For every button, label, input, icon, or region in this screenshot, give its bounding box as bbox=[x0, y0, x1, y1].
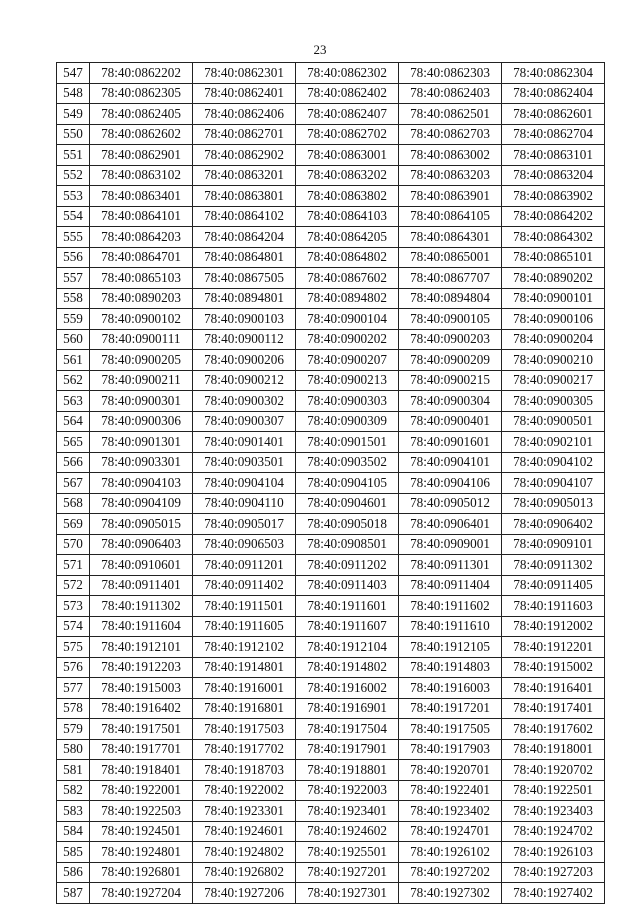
cadastral-number-cell: 78:40:1912201 bbox=[502, 637, 605, 658]
row-number-cell: 560 bbox=[57, 329, 90, 350]
cadastral-number-cell: 78:40:0864301 bbox=[399, 227, 502, 248]
cadastral-number-cell: 78:40:0900204 bbox=[502, 329, 605, 350]
cadastral-number-cell: 78:40:0862402 bbox=[296, 83, 399, 104]
cadastral-number-cell: 78:40:1924801 bbox=[90, 842, 193, 863]
cadastral-number-cell: 78:40:0863002 bbox=[399, 145, 502, 166]
cadastral-number-cell: 78:40:1912101 bbox=[90, 637, 193, 658]
row-number-cell: 587 bbox=[57, 883, 90, 904]
cadastral-number-cell: 78:40:0900215 bbox=[399, 370, 502, 391]
cadastral-number-cell: 78:40:0863401 bbox=[90, 186, 193, 207]
cadastral-number-cell: 78:40:0900213 bbox=[296, 370, 399, 391]
row-number-cell: 552 bbox=[57, 165, 90, 186]
row-number-cell: 580 bbox=[57, 739, 90, 760]
table-row bbox=[57, 596, 605, 617]
cadastral-number-cell: 78:40:1925501 bbox=[296, 842, 399, 863]
cadastral-number-cell: 78:40:0894801 bbox=[193, 288, 296, 309]
cadastral-number-cell: 78:40:1915003 bbox=[90, 678, 193, 699]
table-row bbox=[57, 63, 605, 84]
table-row bbox=[57, 616, 605, 637]
row-number-cell: 561 bbox=[57, 350, 90, 371]
cadastral-number-cell: 78:40:1911607 bbox=[296, 616, 399, 637]
cadastral-number-cell: 78:40:1922003 bbox=[296, 780, 399, 801]
cadastral-number-cell: 78:40:0863801 bbox=[193, 186, 296, 207]
cadastral-number-cell: 78:40:0864801 bbox=[193, 247, 296, 268]
cadastral-number-cell: 78:40:1914801 bbox=[193, 657, 296, 678]
cadastral-number-cell: 78:40:0905013 bbox=[502, 493, 605, 514]
cadastral-number-cell: 78:40:0903501 bbox=[193, 452, 296, 473]
cadastral-number-cell: 78:40:0902101 bbox=[502, 432, 605, 453]
cadastral-number-cell: 78:40:1924701 bbox=[399, 821, 502, 842]
cadastral-number-cell: 78:40:0904601 bbox=[296, 493, 399, 514]
cadastral-number-cell: 78:40:0911202 bbox=[296, 555, 399, 576]
cadastral-number-cell: 78:40:0900301 bbox=[90, 391, 193, 412]
cadastral-number-cell: 78:40:1916001 bbox=[193, 678, 296, 699]
cadastral-number-cell: 78:40:0901401 bbox=[193, 432, 296, 453]
cadastral-number-cell: 78:40:0894804 bbox=[399, 288, 502, 309]
cadastral-number-cell: 78:40:1918401 bbox=[90, 760, 193, 781]
cadastral-number-cell: 78:40:0908501 bbox=[296, 534, 399, 555]
table-row bbox=[57, 206, 605, 227]
cadastral-number-cell: 78:40:0904106 bbox=[399, 473, 502, 494]
cadastral-number-cell: 78:40:0862703 bbox=[399, 124, 502, 145]
row-number-cell: 558 bbox=[57, 288, 90, 309]
table-row bbox=[57, 493, 605, 514]
row-number-cell: 555 bbox=[57, 227, 90, 248]
cadastral-number-cell: 78:40:0904102 bbox=[502, 452, 605, 473]
cadastral-number-cell: 78:40:1922002 bbox=[193, 780, 296, 801]
cadastral-number-cell: 78:40:0906402 bbox=[502, 514, 605, 535]
cadastral-number-cell: 78:40:0911302 bbox=[502, 555, 605, 576]
row-number-cell: 584 bbox=[57, 821, 90, 842]
cadastral-number-cell: 78:40:0900202 bbox=[296, 329, 399, 350]
cadastral-number-cell: 78:40:0864203 bbox=[90, 227, 193, 248]
cadastral-number-cell: 78:40:0900401 bbox=[399, 411, 502, 432]
cadastral-number-cell: 78:40:0890203 bbox=[90, 288, 193, 309]
table-row bbox=[57, 760, 605, 781]
cadastral-number-cell: 78:40:0900307 bbox=[193, 411, 296, 432]
cadastral-number-cell: 78:40:0864102 bbox=[193, 206, 296, 227]
cadastral-number-cell: 78:40:1923403 bbox=[502, 801, 605, 822]
table-row bbox=[57, 739, 605, 760]
cadastral-number-cell: 78:40:0864103 bbox=[296, 206, 399, 227]
cadastral-number-cell: 78:40:1917903 bbox=[399, 739, 502, 760]
cadastral-number-cell: 78:40:1914803 bbox=[399, 657, 502, 678]
cadastral-number-cell: 78:40:1923401 bbox=[296, 801, 399, 822]
cadastral-number-cell: 78:40:1924601 bbox=[193, 821, 296, 842]
row-number-cell: 556 bbox=[57, 247, 90, 268]
cadastral-number-cell: 78:40:0911201 bbox=[193, 555, 296, 576]
cadastral-number-cell: 78:40:1911604 bbox=[90, 616, 193, 637]
cadastral-number-cell: 78:40:1911610 bbox=[399, 616, 502, 637]
cadastral-number-cell: 78:40:0900106 bbox=[502, 309, 605, 330]
cadastral-number-cell: 78:40:0900101 bbox=[502, 288, 605, 309]
cadastral-number-cell: 78:40:0905017 bbox=[193, 514, 296, 535]
table-row bbox=[57, 124, 605, 145]
cadastral-number-cell: 78:40:0901501 bbox=[296, 432, 399, 453]
cadastral-number-cell: 78:40:1916901 bbox=[296, 698, 399, 719]
cadastral-number-cell: 78:40:1920702 bbox=[502, 760, 605, 781]
cadastral-number-cell: 78:40:0911401 bbox=[90, 575, 193, 596]
cadastral-number-cell: 78:40:1917701 bbox=[90, 739, 193, 760]
cadastral-number-cell: 78:40:1922501 bbox=[502, 780, 605, 801]
cadastral-number-cell: 78:40:1923402 bbox=[399, 801, 502, 822]
cadastral-number-cell: 78:40:0900111 bbox=[90, 329, 193, 350]
table-row bbox=[57, 452, 605, 473]
row-number-cell: 579 bbox=[57, 719, 90, 740]
cadastral-number-cell: 78:40:0900207 bbox=[296, 350, 399, 371]
cadastral-number-cell: 78:40:0862601 bbox=[502, 104, 605, 125]
table-row bbox=[57, 165, 605, 186]
row-number-cell: 574 bbox=[57, 616, 90, 637]
row-number-cell: 551 bbox=[57, 145, 90, 166]
row-number-cell: 578 bbox=[57, 698, 90, 719]
cadastral-number-cell: 78:40:0910601 bbox=[90, 555, 193, 576]
cadastral-number-cell: 78:40:0863101 bbox=[502, 145, 605, 166]
table-row bbox=[57, 83, 605, 104]
cadastral-number-cell: 78:40:1927204 bbox=[90, 883, 193, 904]
cadastral-number-cell: 78:40:0904103 bbox=[90, 473, 193, 494]
row-number-cell: 553 bbox=[57, 186, 90, 207]
row-number-cell: 550 bbox=[57, 124, 90, 145]
cadastral-number-cell: 78:40:0906401 bbox=[399, 514, 502, 535]
table-row bbox=[57, 104, 605, 125]
cadastral-number-cell: 78:40:0900212 bbox=[193, 370, 296, 391]
cadastral-number-cell: 78:40:1920701 bbox=[399, 760, 502, 781]
cadastral-number-cell: 78:40:1917505 bbox=[399, 719, 502, 740]
cadastral-number-cell: 78:40:1917702 bbox=[193, 739, 296, 760]
cadastral-number-cell: 78:40:0900305 bbox=[502, 391, 605, 412]
cadastral-number-cell: 78:40:1924501 bbox=[90, 821, 193, 842]
table-row bbox=[57, 432, 605, 453]
row-number-cell: 559 bbox=[57, 309, 90, 330]
cadastral-number-cell: 78:40:0904101 bbox=[399, 452, 502, 473]
cadastral-number-cell: 78:40:0900105 bbox=[399, 309, 502, 330]
cadastral-number-cell: 78:40:0862403 bbox=[399, 83, 502, 104]
cadastral-number-cell: 78:40:1922001 bbox=[90, 780, 193, 801]
cadastral-number-cell: 78:40:0900206 bbox=[193, 350, 296, 371]
row-number-cell: 569 bbox=[57, 514, 90, 535]
cadastral-number-cell: 78:40:0864101 bbox=[90, 206, 193, 227]
cadastral-number-cell: 78:40:1918001 bbox=[502, 739, 605, 760]
cadastral-number-cell: 78:40:0903301 bbox=[90, 452, 193, 473]
cadastral-number-cell: 78:40:1912104 bbox=[296, 637, 399, 658]
cadastral-number-cell: 78:40:1911601 bbox=[296, 596, 399, 617]
cadastral-number-cell: 78:40:0900309 bbox=[296, 411, 399, 432]
cadastral-number-cell: 78:40:0905012 bbox=[399, 493, 502, 514]
cadastral-number-cell: 78:40:0890202 bbox=[502, 268, 605, 289]
cadastral-number-cell: 78:40:0894802 bbox=[296, 288, 399, 309]
cadastral-number-cell: 78:40:0862302 bbox=[296, 63, 399, 84]
cadastral-number-cell: 78:40:1926102 bbox=[399, 842, 502, 863]
cadastral-number-cell: 78:40:1926103 bbox=[502, 842, 605, 863]
row-number-cell: 563 bbox=[57, 391, 90, 412]
row-number-cell: 582 bbox=[57, 780, 90, 801]
row-number-cell: 585 bbox=[57, 842, 90, 863]
cadastral-number-cell: 78:40:0900304 bbox=[399, 391, 502, 412]
cadastral-number-cell: 78:40:0862202 bbox=[90, 63, 193, 84]
cadastral-number-cell: 78:40:0862406 bbox=[193, 104, 296, 125]
cadastral-number-cell: 78:40:1917901 bbox=[296, 739, 399, 760]
cadastral-number-cell: 78:40:0862501 bbox=[399, 104, 502, 125]
cadastral-number-cell: 78:40:0863001 bbox=[296, 145, 399, 166]
cadastral-number-cell: 78:40:0900203 bbox=[399, 329, 502, 350]
table-row bbox=[57, 678, 605, 699]
cadastral-number-cell: 78:40:0906503 bbox=[193, 534, 296, 555]
table-row bbox=[57, 780, 605, 801]
table-row bbox=[57, 186, 605, 207]
cadastral-number-cell: 78:40:0900302 bbox=[193, 391, 296, 412]
cadastral-number-cell: 78:40:0862401 bbox=[193, 83, 296, 104]
cadastral-number-cell: 78:40:0911405 bbox=[502, 575, 605, 596]
cadastral-number-cell: 78:40:1917504 bbox=[296, 719, 399, 740]
cadastral-number-cell: 78:40:0865103 bbox=[90, 268, 193, 289]
cadastral-number-cell: 78:40:1927202 bbox=[399, 862, 502, 883]
table-row bbox=[57, 391, 605, 412]
cadastral-number-cell: 78:40:1924702 bbox=[502, 821, 605, 842]
cadastral-number-cell: 78:40:0905018 bbox=[296, 514, 399, 535]
cadastral-number-cell: 78:40:1911603 bbox=[502, 596, 605, 617]
cadastral-number-cell: 78:40:1912203 bbox=[90, 657, 193, 678]
cadastral-number-cell: 78:40:1927201 bbox=[296, 862, 399, 883]
table-row bbox=[57, 534, 605, 555]
cadastral-number-cell: 78:40:0864802 bbox=[296, 247, 399, 268]
cadastral-number-cell: 78:40:1927206 bbox=[193, 883, 296, 904]
cadastral-number-cell: 78:40:0903502 bbox=[296, 452, 399, 473]
row-number-cell: 581 bbox=[57, 760, 90, 781]
table-row bbox=[57, 698, 605, 719]
cadastral-number-cell: 78:40:1911501 bbox=[193, 596, 296, 617]
table-body bbox=[57, 63, 605, 904]
cadastral-number-cell: 78:40:0862303 bbox=[399, 63, 502, 84]
cadastral-number-cell: 78:40:0863204 bbox=[502, 165, 605, 186]
cadastral-number-cell: 78:40:1912105 bbox=[399, 637, 502, 658]
table-row bbox=[57, 227, 605, 248]
row-number-cell: 565 bbox=[57, 432, 90, 453]
cadastral-number-cell: 78:40:0911301 bbox=[399, 555, 502, 576]
table-row bbox=[57, 657, 605, 678]
table-row bbox=[57, 411, 605, 432]
cadastral-number-cell: 78:40:1922503 bbox=[90, 801, 193, 822]
table-row bbox=[57, 309, 605, 330]
cadastral-number-cell: 78:40:1923301 bbox=[193, 801, 296, 822]
row-number-cell: 575 bbox=[57, 637, 90, 658]
cadastral-number-cell: 78:40:1927402 bbox=[502, 883, 605, 904]
cadastral-number-cell: 78:40:0900303 bbox=[296, 391, 399, 412]
cadastral-number-cell: 78:40:0864701 bbox=[90, 247, 193, 268]
table-row bbox=[57, 247, 605, 268]
table-row bbox=[57, 555, 605, 576]
row-number-cell: 577 bbox=[57, 678, 90, 699]
cadastral-number-cell: 78:40:0900210 bbox=[502, 350, 605, 371]
cadastral-number-cell: 78:40:0904104 bbox=[193, 473, 296, 494]
row-number-cell: 583 bbox=[57, 801, 90, 822]
table-row bbox=[57, 883, 605, 904]
cadastral-number-cell: 78:40:1917401 bbox=[502, 698, 605, 719]
cadastral-number-cell: 78:40:0909001 bbox=[399, 534, 502, 555]
row-number-cell: 554 bbox=[57, 206, 90, 227]
cadastral-number-cell: 78:40:1924802 bbox=[193, 842, 296, 863]
cadastral-number-cell: 78:40:0863202 bbox=[296, 165, 399, 186]
cadastral-number-cell: 78:40:0862405 bbox=[90, 104, 193, 125]
cadastral-number-cell: 78:40:1916801 bbox=[193, 698, 296, 719]
cadastral-number-cell: 78:40:1917501 bbox=[90, 719, 193, 740]
cadastral-number-cell: 78:40:0865101 bbox=[502, 247, 605, 268]
row-number-cell: 567 bbox=[57, 473, 90, 494]
table-row bbox=[57, 350, 605, 371]
cadastral-number-cell: 78:40:0911403 bbox=[296, 575, 399, 596]
row-number-cell: 549 bbox=[57, 104, 90, 125]
cadastral-number-cell: 78:40:0865001 bbox=[399, 247, 502, 268]
cadastral-number-cell: 78:40:1917602 bbox=[502, 719, 605, 740]
cadastral-number-cell: 78:40:0864205 bbox=[296, 227, 399, 248]
cadastral-number-cell: 78:40:0904105 bbox=[296, 473, 399, 494]
table-row bbox=[57, 821, 605, 842]
cadastral-number-cell: 78:40:0900102 bbox=[90, 309, 193, 330]
table-row bbox=[57, 268, 605, 289]
cadastral-number-cell: 78:40:0867707 bbox=[399, 268, 502, 289]
row-number-cell: 566 bbox=[57, 452, 90, 473]
page-number: 23 bbox=[313, 42, 327, 57]
cadastral-number-cell: 78:40:1918703 bbox=[193, 760, 296, 781]
cadastral-number-cell: 78:40:1917201 bbox=[399, 698, 502, 719]
cadastral-number-cell: 78:40:1911605 bbox=[193, 616, 296, 637]
cadastral-number-cell: 78:40:0900103 bbox=[193, 309, 296, 330]
cadastral-number-cell: 78:40:0901601 bbox=[399, 432, 502, 453]
cadastral-number-cell: 78:40:1927301 bbox=[296, 883, 399, 904]
cadastral-number-cell: 78:40:0863802 bbox=[296, 186, 399, 207]
cadastral-number-cell: 78:40:1922401 bbox=[399, 780, 502, 801]
row-number-cell: 572 bbox=[57, 575, 90, 596]
cadastral-number-cell: 78:40:0862304 bbox=[502, 63, 605, 84]
cadastral-number-cell: 78:40:0863901 bbox=[399, 186, 502, 207]
row-number-cell: 568 bbox=[57, 493, 90, 514]
row-number-cell: 548 bbox=[57, 83, 90, 104]
cadastral-number-cell: 78:40:1916402 bbox=[90, 698, 193, 719]
table-row bbox=[57, 370, 605, 391]
row-number-cell: 586 bbox=[57, 862, 90, 883]
cadastral-number-cell: 78:40:0900209 bbox=[399, 350, 502, 371]
cadastral-number-cell: 78:40:1927203 bbox=[502, 862, 605, 883]
cadastral-number-cell: 78:40:0864105 bbox=[399, 206, 502, 227]
cadastral-number-cell: 78:40:0863902 bbox=[502, 186, 605, 207]
cadastral-number-cell: 78:40:0900104 bbox=[296, 309, 399, 330]
cadastral-number-cell: 78:40:0867602 bbox=[296, 268, 399, 289]
table-row bbox=[57, 842, 605, 863]
row-number-cell: 576 bbox=[57, 657, 90, 678]
cadastral-number-cell: 78:40:0904109 bbox=[90, 493, 193, 514]
cadastral-number-cell: 78:40:1918801 bbox=[296, 760, 399, 781]
cadastral-number-cell: 78:40:1916002 bbox=[296, 678, 399, 699]
row-number-cell: 562 bbox=[57, 370, 90, 391]
cadastral-number-cell: 78:40:0862702 bbox=[296, 124, 399, 145]
cadastral-number-cell: 78:40:0900217 bbox=[502, 370, 605, 391]
cadastral-number-cell: 78:40:0863102 bbox=[90, 165, 193, 186]
table-row bbox=[57, 145, 605, 166]
cadastral-number-cell: 78:40:1916003 bbox=[399, 678, 502, 699]
table-row bbox=[57, 288, 605, 309]
cadastral-number-cell: 78:40:1917503 bbox=[193, 719, 296, 740]
cadastral-number-cell: 78:40:0862602 bbox=[90, 124, 193, 145]
cadastral-number-cell: 78:40:0862701 bbox=[193, 124, 296, 145]
cadastral-number-cell: 78:40:1926801 bbox=[90, 862, 193, 883]
cadastral-number-cell: 78:40:0900501 bbox=[502, 411, 605, 432]
cadastral-number-cell: 78:40:0900112 bbox=[193, 329, 296, 350]
table-row bbox=[57, 575, 605, 596]
cadastral-number-cell: 78:40:0900205 bbox=[90, 350, 193, 371]
cadastral-number-cell: 78:40:0862704 bbox=[502, 124, 605, 145]
table-row bbox=[57, 637, 605, 658]
cadastral-number-cell: 78:40:0901301 bbox=[90, 432, 193, 453]
row-number-cell: 547 bbox=[57, 63, 90, 84]
row-number-cell: 573 bbox=[57, 596, 90, 617]
cadastral-number-cell: 78:40:1911302 bbox=[90, 596, 193, 617]
cadastral-number-cell: 78:40:0906403 bbox=[90, 534, 193, 555]
cadastral-number-cell: 78:40:0911402 bbox=[193, 575, 296, 596]
cadastral-number-cell: 78:40:1911602 bbox=[399, 596, 502, 617]
cadastral-number-cell: 78:40:1926802 bbox=[193, 862, 296, 883]
cadastral-number-cell: 78:40:0864202 bbox=[502, 206, 605, 227]
cadastral-number-cell: 78:40:0862404 bbox=[502, 83, 605, 104]
cadastral-number-cell: 78:40:1924602 bbox=[296, 821, 399, 842]
cadastral-table bbox=[56, 62, 605, 904]
cadastral-number-cell: 78:40:0900306 bbox=[90, 411, 193, 432]
cadastral-number-cell: 78:40:0904110 bbox=[193, 493, 296, 514]
cadastral-number-cell: 78:40:1915002 bbox=[502, 657, 605, 678]
row-number-cell: 571 bbox=[57, 555, 90, 576]
cadastral-number-cell: 78:40:0867505 bbox=[193, 268, 296, 289]
row-number-cell: 564 bbox=[57, 411, 90, 432]
table-row bbox=[57, 862, 605, 883]
cadastral-number-cell: 78:40:1912002 bbox=[502, 616, 605, 637]
cadastral-number-cell: 78:40:0863201 bbox=[193, 165, 296, 186]
cadastral-number-cell: 78:40:1916401 bbox=[502, 678, 605, 699]
cadastral-number-cell: 78:40:0862305 bbox=[90, 83, 193, 104]
cadastral-number-cell: 78:40:0905015 bbox=[90, 514, 193, 535]
cadastral-number-cell: 78:40:0863203 bbox=[399, 165, 502, 186]
table-row bbox=[57, 329, 605, 350]
cadastral-number-cell: 78:40:0864204 bbox=[193, 227, 296, 248]
cadastral-number-cell: 78:40:0862301 bbox=[193, 63, 296, 84]
row-number-cell: 557 bbox=[57, 268, 90, 289]
cadastral-number-cell: 78:40:0864302 bbox=[502, 227, 605, 248]
cadastral-number-cell: 78:40:0862901 bbox=[90, 145, 193, 166]
table-row bbox=[57, 514, 605, 535]
cadastral-number-cell: 78:40:1914802 bbox=[296, 657, 399, 678]
cadastral-number-cell: 78:40:0909101 bbox=[502, 534, 605, 555]
table-row bbox=[57, 719, 605, 740]
cadastral-number-cell: 78:40:1927302 bbox=[399, 883, 502, 904]
cadastral-number-cell: 78:40:0862902 bbox=[193, 145, 296, 166]
cadastral-number-cell: 78:40:0904107 bbox=[502, 473, 605, 494]
table-row bbox=[57, 473, 605, 494]
cadastral-number-cell: 78:40:1912102 bbox=[193, 637, 296, 658]
cadastral-number-cell: 78:40:0862407 bbox=[296, 104, 399, 125]
cadastral-number-cell: 78:40:0900211 bbox=[90, 370, 193, 391]
cadastral-number-cell: 78:40:0911404 bbox=[399, 575, 502, 596]
table-row bbox=[57, 801, 605, 822]
row-number-cell: 570 bbox=[57, 534, 90, 555]
